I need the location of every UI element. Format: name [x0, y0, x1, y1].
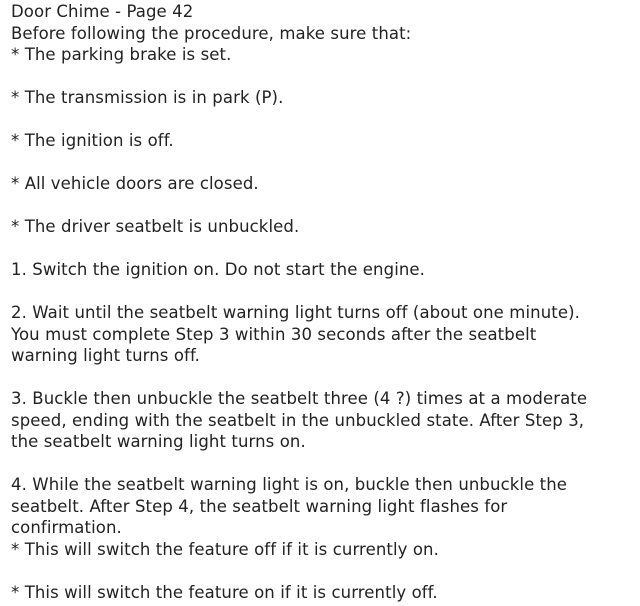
precondition-item: * The driver seatbelt is unbuckled. [11, 217, 300, 236]
precondition-item: * The ignition is off. [11, 131, 174, 150]
paragraph-gap [11, 281, 635, 303]
step-4-line: confirmation. [11, 518, 122, 537]
paragraph-gap [11, 560, 635, 582]
final-note: * This will switch the feature on if it is currently off. [11, 582, 438, 602]
precondition-item: * The transmission is in park (P). [11, 88, 284, 107]
intro-text: Before following the procedure, make sure that: [11, 23, 412, 43]
page-title: Door Chime - Page 42 [11, 2, 194, 21]
step-2-line: 2. Wait until the seatbelt warning light turns off (about one minute). [11, 303, 580, 322]
step-3-line: speed, ending with the seatbelt in the unbuckled state. After Step 3, [11, 410, 585, 430]
step-3-line: 3. Buckle then unbuckle the seatbelt three (4 ?) times at a moderate [11, 389, 588, 408]
paragraph-gap [11, 367, 635, 389]
step-4-line: 4. While the seatbelt warning light is on, buckle then unbuckle the [11, 475, 568, 494]
step-2-line: You must complete Step 3 within 30 seconds after the seatbelt [11, 324, 537, 344]
step-2-line: warning light turns off. [11, 346, 201, 365]
precondition-item: * The parking brake is set. [11, 45, 232, 64]
step-4-note: * This will switch the feature off if it is currently on. [11, 539, 439, 559]
paragraph-gap [11, 109, 635, 131]
paragraph-gap [11, 195, 635, 217]
paragraph-gap [11, 66, 635, 88]
step-4-line: seatbelt. After Step 4, the seatbelt warning light flashes for [11, 496, 508, 516]
step-3-line: the seatbelt warning light turns on. [11, 432, 306, 451]
precondition-item: * All vehicle doors are closed. [11, 174, 259, 193]
document-page [11, 0, 635, 603]
paragraph-gap [11, 238, 635, 260]
paragraph-gap [11, 453, 635, 475]
paragraph-gap [11, 152, 635, 174]
step-1: 1. Switch the ignition on. Do not start the engine. [11, 260, 426, 279]
